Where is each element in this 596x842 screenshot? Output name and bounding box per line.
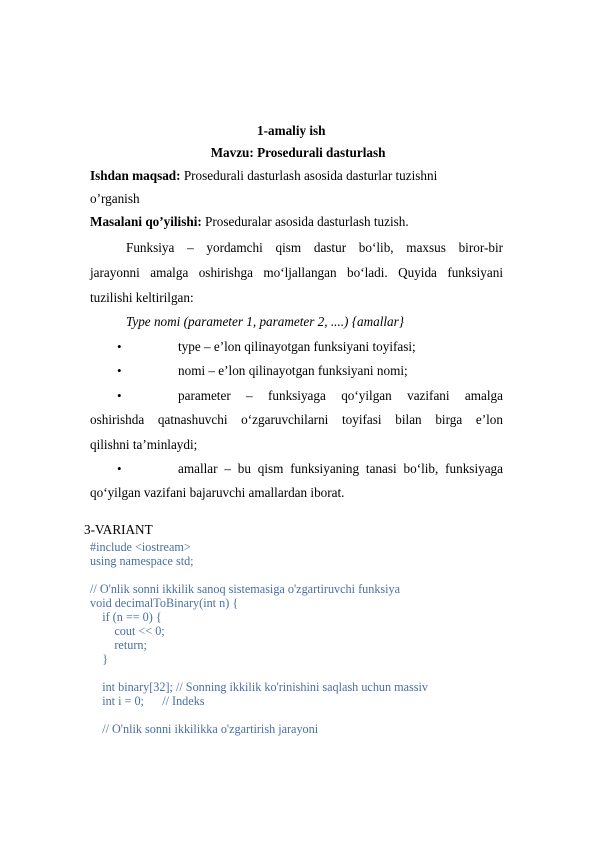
bullet-3-line3: qilishni ta’minlaydi;	[90, 437, 198, 452]
code-line: }	[90, 652, 109, 666]
bullet-3-line2: oshirishda qatnashuvchi o‘zgaruvchilarni toyifasi bilan birga e’lon	[90, 412, 503, 427]
bullet-3-line1: parameter – funksiyaga qo‘yilgan vazifani amalga	[178, 388, 503, 403]
bullet-1-text: type – e’lon qilinayotgan funksiyani toyifasi;	[178, 339, 416, 354]
goal-line	[90, 168, 437, 184]
code-line: // O'nlik sonni ikkilik sanoq sistemasiga o'zgartiruvchi funksiya	[90, 582, 401, 596]
variant-heading: 3-VARIANT	[84, 522, 153, 537]
doc-subtitle: Mavzu: Prosedurali dasturlash	[210, 145, 386, 160]
bullet-2-text: nomi – e’lon qilinayotgan funksiyani nomi;	[178, 363, 408, 378]
bullet-2: •	[117, 363, 122, 378]
task-line	[90, 214, 409, 230]
code-line	[90, 568, 428, 582]
para1-line1: Funksiya – yordamchi qism dastur bo‘lib, maxsus biror-bir	[126, 240, 503, 255]
bullet-4-line2: qo‘yilgan vazifani bajaruvchi amallardan iborat.	[90, 485, 345, 500]
bullet-1: •	[117, 339, 122, 354]
code-line: int binary[32]; // Sonning ikkilik ko'rinishini saqlash uchun massiv	[90, 680, 429, 694]
code-line: if (n == 0) {	[90, 610, 162, 624]
para1-line2: jarayonni amalga oshirishga mo‘ljallangan bo‘ladi. Quyida funksiyani	[90, 265, 503, 280]
bullet-4-line1: amallar – bu qism funksiyaning tanasi bo‘lib, funksiyaga	[178, 461, 503, 476]
bullet-3: •	[117, 388, 122, 403]
code-line: #include <iostream>	[90, 540, 191, 554]
code-line	[90, 666, 428, 680]
task-text: Proseduralar asosida dasturlash tuzish.	[201, 214, 409, 229]
goal-label: Ishdan maqsad:	[90, 168, 181, 183]
para1-line3: tuzilishi keltirilgan:	[90, 290, 194, 305]
code-line: return;	[90, 638, 147, 652]
task-label: Masalani qo’yilishi:	[90, 214, 202, 229]
code-line: // O'nlik sonni ikkilikka o'zgartirish jarayoni	[90, 722, 319, 736]
code-line: using namespace std;	[90, 554, 194, 568]
syntax-line: Type nomi (parameter 1, parameter 2, ....) {amallar}	[126, 314, 405, 329]
code-line: void decimalToBinary(int n) {	[90, 596, 239, 610]
code-block	[90, 540, 428, 736]
code-line: cout << 0;	[90, 624, 165, 638]
bullet-4: •	[117, 461, 122, 476]
doc-title: 1-amaliy ish	[257, 123, 326, 138]
code-line	[90, 708, 428, 722]
goal-text-cont: o’rganish	[90, 191, 140, 206]
code-line: int i = 0; // Indeks	[90, 694, 205, 708]
goal-text: Prosedurali dasturlash asosida dasturlar tuzishni	[180, 168, 438, 183]
